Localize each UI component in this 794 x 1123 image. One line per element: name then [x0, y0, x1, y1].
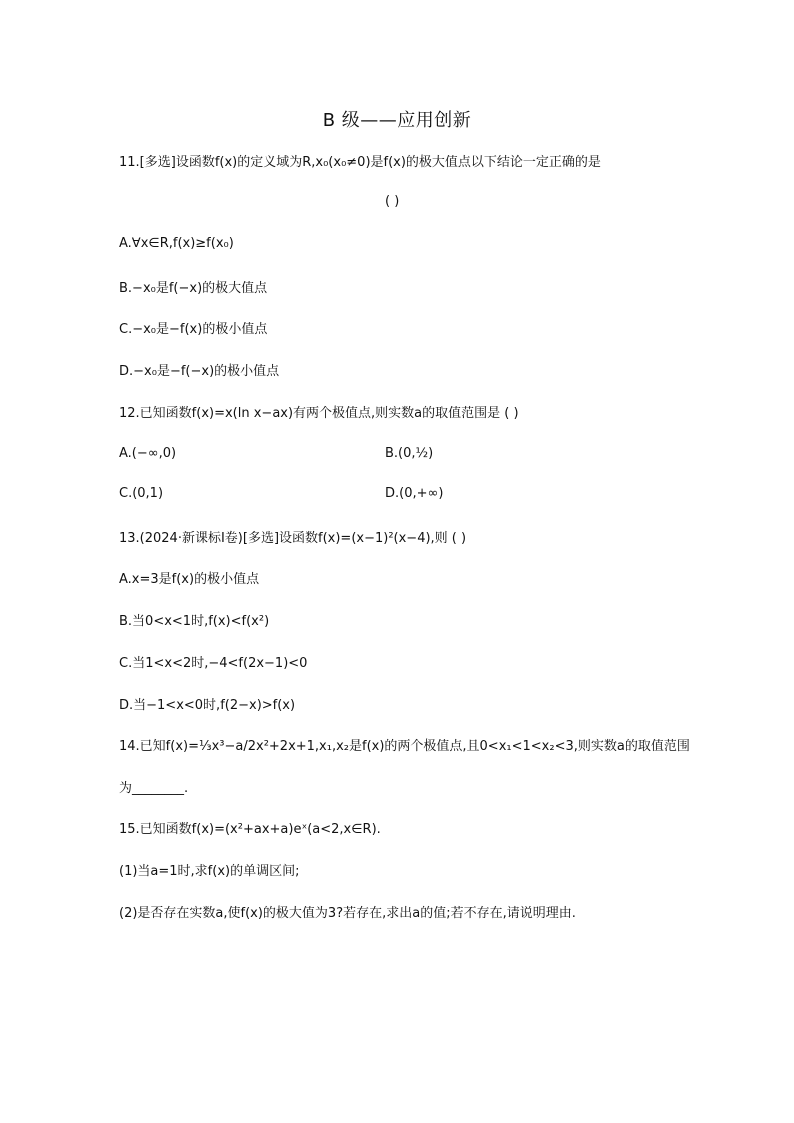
- q13-option-c: C.当1<x<2时,−4<f(2x−1)<0: [119, 656, 308, 671]
- q15-stem: 15.已知函数f(x)=(x²+ax+a)eˣ(a<2,x∈R).: [119, 822, 381, 837]
- q11-option-d: D.−x₀是−f(−x)的极小值点: [119, 364, 280, 379]
- section-title: B 级——应用创新: [322, 110, 472, 131]
- q11-option-b: B.−x₀是f(−x)的极大值点: [119, 281, 268, 296]
- q12-option-a: A.(−∞,0): [119, 446, 177, 461]
- q12-option-d: D.(0,+∞): [385, 486, 444, 501]
- q12-option-c: C.(0,1): [119, 486, 164, 501]
- q14-tail: 为________.: [119, 781, 189, 796]
- q11-paren: ( ): [385, 194, 400, 209]
- q13-option-b: B.当0<x<1时,f(x)<f(x²): [119, 614, 270, 629]
- q15-part-1: (1)当a=1时,求f(x)的单调区间;: [119, 864, 300, 879]
- q13-option-d: D.当−1<x<0时,f(2−x)>f(x): [119, 698, 296, 713]
- q11-stem: 11.[多选]设函数f(x)的定义域为R,x₀(x₀≠0)是f(x)的极大值点以下结论一定正确的是: [119, 155, 601, 170]
- q13-option-a: A.x=3是f(x)的极小值点: [119, 572, 260, 587]
- q15-part-2: (2)是否存在实数a,使f(x)的极大值为3?若存在,求出a的值;若不存在,请说明理由.: [119, 906, 576, 921]
- q12-option-b: B.(0,½): [385, 446, 434, 461]
- q12-stem: 12.已知函数f(x)=x(ln x−ax)有两个极值点,则实数a的取值范围是 ( ): [119, 406, 519, 421]
- q13-stem: 13.(2024·新课标Ⅰ卷)[多选]设函数f(x)=(x−1)²(x−4),则 ( ): [119, 531, 467, 546]
- q11-option-a: A.∀x∈R,f(x)≥f(x₀): [119, 236, 234, 251]
- q14-stem: 14.已知f(x)=⅓x³−a/2x²+2x+1,x₁,x₂是f(x)的两个极值点,且0<x₁<1<x₂<3,则实数a的取值范围: [119, 739, 690, 754]
- q11-option-c: C.−x₀是−f(x)的极小值点: [119, 322, 268, 337]
